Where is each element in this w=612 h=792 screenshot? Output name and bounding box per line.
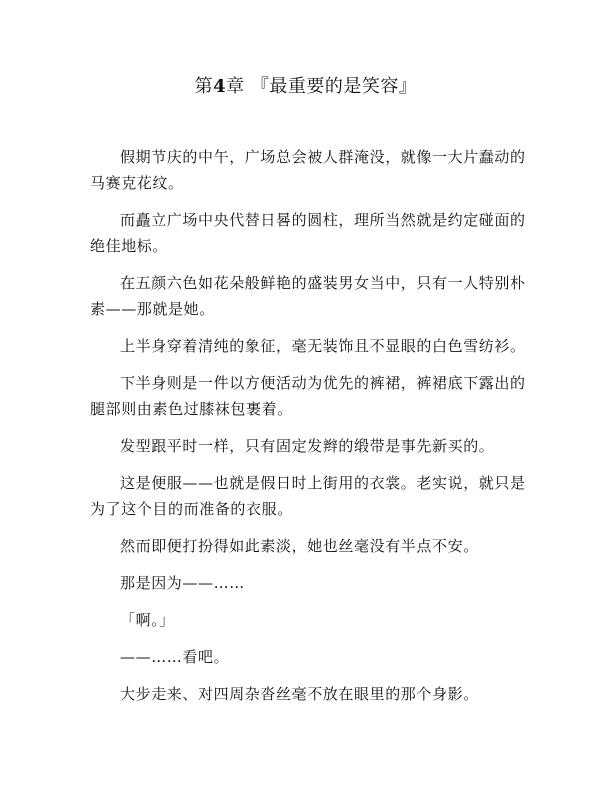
chapter-title-prefix: 第 [194, 76, 214, 97]
chapter-number: 4 [213, 76, 227, 97]
paragraph-12: 大步走来、对四周杂沓丝毫不放在眼里的那个身影。 [120, 685, 479, 703]
paragraph-6: 发型跟平时一样，只有固定发辫的缎带是事先新买的。 [120, 437, 495, 455]
chapter-body [90, 144, 540, 718]
paragraph-11: ——……看吧。 [120, 648, 230, 666]
paragraph-2: 而矗立广场中央代替日晷的圆柱，理所当然就是约定碰面的绝佳地标。 [90, 211, 526, 255]
paragraph-5: 下半身则是一件以方便活动为优先的裤裙，裤裙底下露出的腿部则由素色过膝袜包裹着。 [90, 374, 526, 418]
paragraph-3: 在五颜六色如花朵般鲜艳的盛装男女当中，只有一人特别朴素——那就是她。 [90, 274, 526, 318]
paragraph-4: 上半身穿着清纯的象征，毫无装饰且不显眼的白色雪纺衫。 [120, 337, 526, 355]
paragraph-7: 这是便服——也就是假日时上街用的衣裳。老实说，就只是为了这个目的而准备的衣服。 [90, 474, 526, 518]
paragraph-9: 那是因为——…… [120, 574, 245, 592]
paragraph-10: 「啊。」 [120, 611, 175, 629]
chapter-title-text: 章 『最重要的是笑容』 [226, 76, 418, 97]
chapter-title [0, 76, 612, 98]
paragraph-1: 假期节庆的中午，广场总会被人群淹没，就像一大片蠢动的马赛克花纹。 [90, 148, 526, 192]
paragraph-8: 然而即便打扮得如此素淡，她也丝毫没有半点不安。 [120, 537, 479, 555]
